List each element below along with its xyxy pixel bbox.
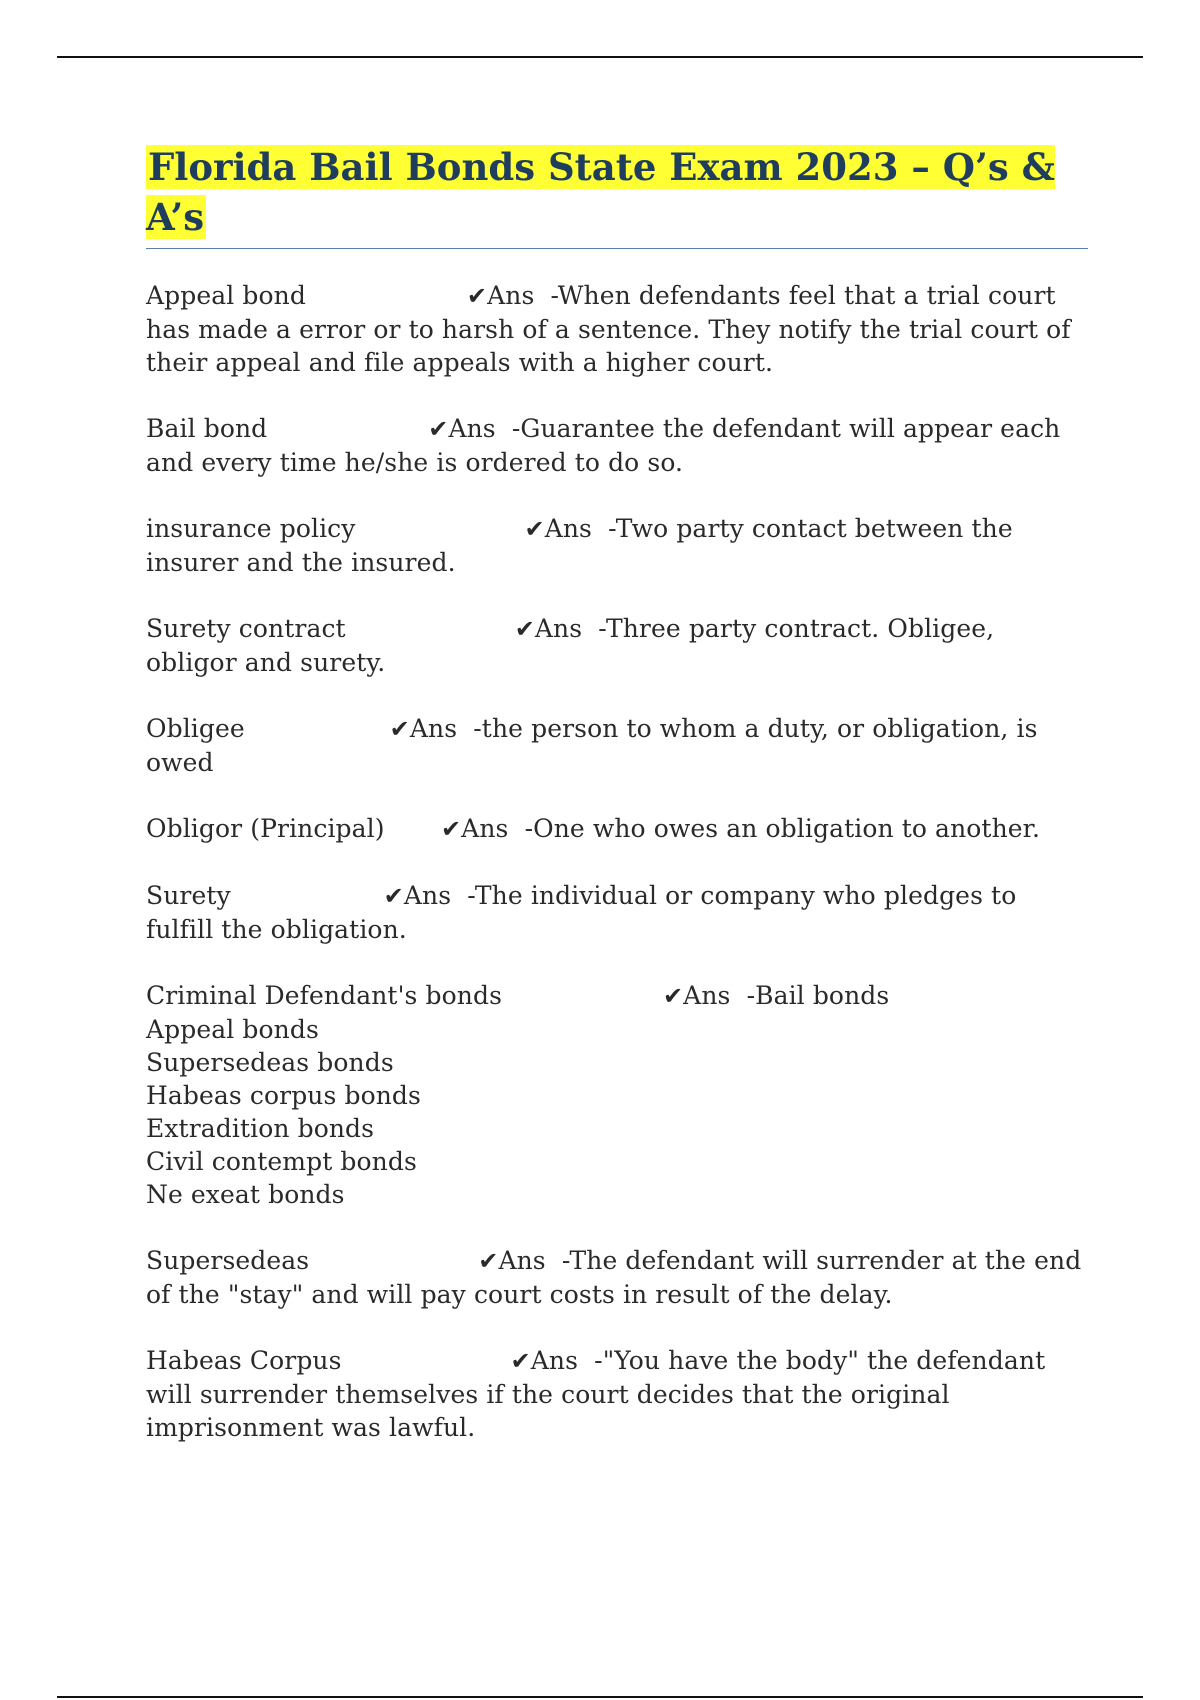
footer-rule (57, 1696, 1143, 1698)
checkmark-icon: ✔ (383, 882, 404, 910)
qa-answer: -When defendants feel that a trial court has made a error or to harsh of a sentence. They notify the trial court of their appeal and file appeals with a higher court. (146, 281, 1079, 377)
qa-term: Criminal Defendant's bonds (146, 981, 503, 1010)
qa-answer: -The defendant will surrender at the end of the "stay" and will pay court costs in result of the delay. (146, 1246, 1090, 1309)
ans-label: Ans (683, 981, 731, 1010)
qa-answer: -Two party contact between the insurer and the insured. (146, 514, 1021, 577)
qa-answer: -"You have the body" the defendant will surrender themselves if the court decides that the original imprisonment was lawful. (146, 1346, 1054, 1442)
qa-term: Supersedeas (146, 1246, 310, 1275)
checkmark-icon: ✔ (662, 982, 684, 1010)
title-block (146, 142, 1088, 249)
qa-answer: -Bail bonds (746, 981, 890, 1010)
qa-item (146, 1244, 1088, 1311)
checkmark-icon: ✔ (428, 415, 449, 443)
ans-label: Ans (448, 414, 496, 443)
checkmark-icon: ✔ (510, 1347, 531, 1375)
qa-item (146, 712, 1088, 779)
qa-item (146, 1344, 1088, 1444)
document-body (146, 142, 1088, 1477)
checkmark-icon: ✔ (389, 715, 410, 743)
ans-label: Ans (544, 514, 592, 543)
checkmark-icon: ✔ (466, 282, 488, 310)
qa-term: Bail bond (146, 414, 268, 443)
qa-term: Obligee (146, 714, 245, 743)
qa-term: Appeal bond (146, 281, 306, 310)
qa-item (146, 279, 1088, 379)
ans-label: Ans (487, 281, 535, 310)
qa-answer: -Three party contract. Obligee, obligor and surety. (146, 614, 1003, 677)
checkmark-icon: ✔ (478, 1247, 499, 1275)
qa-item (146, 979, 1088, 1211)
qa-answer: -One who owes an obligation to another. (524, 814, 1041, 843)
ans-label: Ans (534, 614, 583, 643)
ans-label: Ans (498, 1246, 546, 1275)
qa-item (146, 879, 1088, 946)
checkmark-icon: ✔ (524, 515, 545, 543)
checkmark-icon: ✔ (514, 615, 535, 643)
qa-item (146, 812, 1088, 846)
qa-answer: -the person to whom a duty, or obligation, is owed (146, 714, 1046, 777)
qa-term: Habeas Corpus (146, 1346, 342, 1375)
qa-item (146, 512, 1088, 579)
qa-answer: -Guarantee the defendant will appear each and every time he/she is ordered to do so. (146, 414, 1069, 477)
header-rule (57, 56, 1143, 58)
ans-label: Ans (530, 1346, 579, 1375)
ans-label: Ans (403, 881, 452, 910)
qa-list (146, 279, 1088, 1444)
ans-label: Ans (461, 814, 509, 843)
qa-answer: -The individual or company who pledges to fulfill the obligation. (146, 881, 1025, 944)
page-title: Florida Bail Bonds State Exam 2023 – Q’s & A’s (146, 145, 1055, 239)
qa-term-list: Appeal bonds Supersedeas bonds Habeas corpus bonds Extradition bonds Civil contempt bonds Ne exeat bonds (146, 1015, 421, 1209)
qa-term: Surety contract (146, 614, 346, 643)
qa-term: Obligor (Principal) (146, 814, 385, 843)
qa-item (146, 412, 1088, 479)
qa-term: insurance policy (146, 514, 356, 543)
ans-label: Ans (409, 714, 458, 743)
qa-item (146, 612, 1088, 679)
checkmark-icon: ✔ (440, 815, 462, 843)
qa-term: Surety (146, 881, 231, 910)
